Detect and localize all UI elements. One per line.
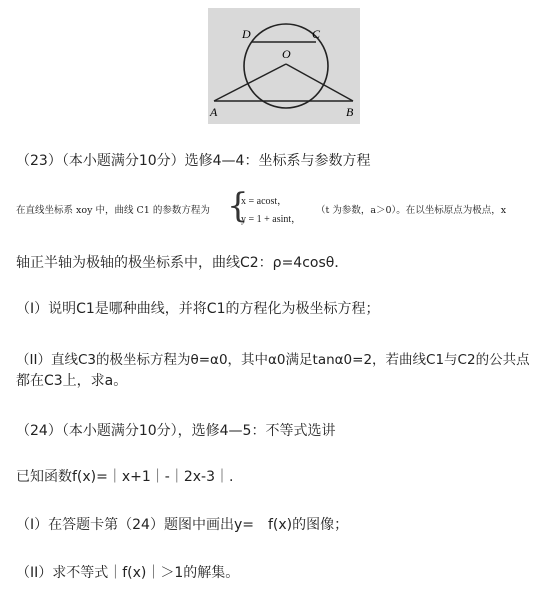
circle-diagram (208, 8, 360, 124)
q24-part2: （II）求不等式｜f(x)｜＞1的解集。 (16, 565, 240, 581)
q23-part2-line2: 都在C3上，求a。 (16, 373, 128, 389)
label-o: O (282, 47, 291, 61)
q24-function: 已知函数f(x)=｜x+1｜-｜2x-3｜. (16, 469, 234, 485)
q23-header: （23）（本小题满分10分）选修4—4：坐标系与参数方程 (16, 153, 371, 169)
label-c: C (312, 27, 321, 41)
q23-stem-suffix: （t 为参数，a＞0）。在以坐标原点为极点，x (316, 205, 507, 216)
label-a: A (210, 105, 218, 119)
q24-header: （24）（本小题满分10分），选修4—5：不等式选讲 (16, 423, 336, 439)
label-d: D (242, 27, 251, 41)
segment-ob (286, 64, 353, 101)
q24-part1: （I）在答题卡第（24）题图中画出y= f(x)的图像； (16, 517, 349, 533)
q23-part1: （I）说明C1是哪种曲线，并将C1的方程化为极坐标方程； (16, 301, 380, 317)
segment-ao (214, 64, 286, 101)
equation-x: x = acost， (241, 196, 288, 207)
geometry-figure (208, 8, 360, 124)
equation-y: y = 1 + asint， (241, 214, 302, 225)
brace: { (227, 186, 249, 226)
parametric-equations (241, 192, 301, 225)
q23-stem-prefix: 在直线坐标系 xoy 中，曲线 C1 的参数方程为 (16, 205, 210, 216)
q23-part2-line1: （II）直线C3的极坐标方程为θ=α0，其中α0满足tanα0=2，若曲线C1与C2的公共点 (16, 352, 530, 368)
q23-polar: 轴正半轴为极轴的极坐标系中，曲线C2：ρ=4cosθ． (16, 255, 349, 271)
label-b: B (346, 105, 354, 119)
